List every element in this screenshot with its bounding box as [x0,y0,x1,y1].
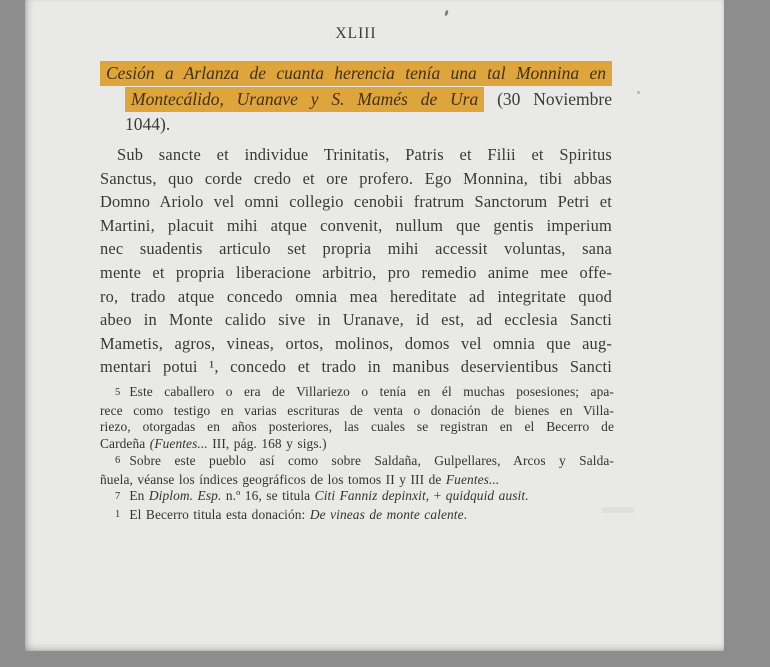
footnote-italic-text: quidquid ausit. [445,488,529,504]
title-line-2 [100,87,612,113]
footnote-number: 6 [115,455,121,467]
footnote-text: III, pág. 168 y sigs.) [207,436,327,452]
footnote-number: 7 [115,490,121,502]
title-date-text: 1044). [125,114,171,134]
scan-speck [444,10,449,17]
footnote-italic-text: (Fuentes... [149,436,208,452]
footnote-text: Sobre este pueblo así como sobre Saldaña, Gulpellares, Arcos y Salda- [129,452,614,468]
body-line: Sub sancte et individue Trinitatis, Patris et Filii et Spiritus [117,145,612,164]
title-date-text: (30 Noviembre [484,88,612,109]
footnote-text: ñuela, véanse los índices geográficos de los tomos II y III de [100,471,446,487]
footnote-text: En [129,488,149,504]
footnote-text: n.º 16, se titula [221,488,315,504]
document-title [100,61,612,138]
highlighted-title-text: Cesión a Arlanza de cuanta herencia tenía una tal Monnina en [100,61,612,86]
footnote-line: riezo, otorgadas en años posteriores, las cuales se registran en el Becerro de [100,419,614,435]
title-line-1 [100,61,612,87]
footnote-italic-text: Fuentes... [445,471,500,487]
footnote-italic-text: Citi Fanniz depinxit, [314,488,430,504]
footnote-italic-text: Diplom. Esp. [148,488,222,504]
footnote-text: El Becerro titula esta donación: [129,506,310,522]
body-line: mente et propria liberacione arbitrio, pro remedio anime mee offe- [100,262,612,282]
title-line-3 [100,112,612,138]
body-line: Sanctus, quo corde credo et ore profero. Ego Monnina, tibi abbas [100,168,612,188]
scanned-document-page [25,0,724,651]
footnote-text: Cardeña [100,436,150,452]
footnote-text: Este caballero o era de Villariezo o tenía en él muchas posesiones; apa- [129,384,614,399]
body-line: ro, trado atque concedo omnia mea hereditate ad integritate quod [100,286,612,306]
footnote-line [100,507,614,526]
footnote-number: 5 [115,386,121,398]
page-number: XLIII [335,25,377,42]
footnote-line [100,436,614,453]
body-line: nec suadentis articulo set propria mihi accessit voluntas, sana [100,239,612,259]
body-line: Martini, placuit mihi atque convenit, nullum que gentis imperium [100,215,612,235]
body-line: Domno Ariolo vel omni collegio cenobii fratrum Sanctorum Petri et [100,192,612,212]
footnote-line [100,472,614,489]
footnotes-block [100,384,614,526]
body-line: Mametis, agros, vineas, ortos, molinos, domos vel omnia que aug- [100,333,612,353]
footnote-line [100,488,614,507]
cross-symbol: + [429,488,446,504]
footnote-line [100,453,614,472]
scan-speck [601,507,635,513]
body-text [100,143,612,379]
footnote-number: 1 [115,509,121,521]
highlighted-title-text: Montecálido, Uranave y S. Mamés de Ura [125,87,484,112]
footnote-italic-text: De vineas de monte calente [309,506,464,522]
body-line: abeo in Monte calido sive in Uranave, id est, ad ecclesia Sancti [100,310,612,330]
footnote-line: rece como testigo en varias escrituras de venta o donación de bienes en Villa- [100,402,614,418]
footnote-text: . [463,506,468,522]
scan-speck [637,91,640,94]
footnote-line [100,384,614,403]
body-line: mentari potui ¹, concedo et trado in manibus deservientibus Sancti [100,357,612,377]
